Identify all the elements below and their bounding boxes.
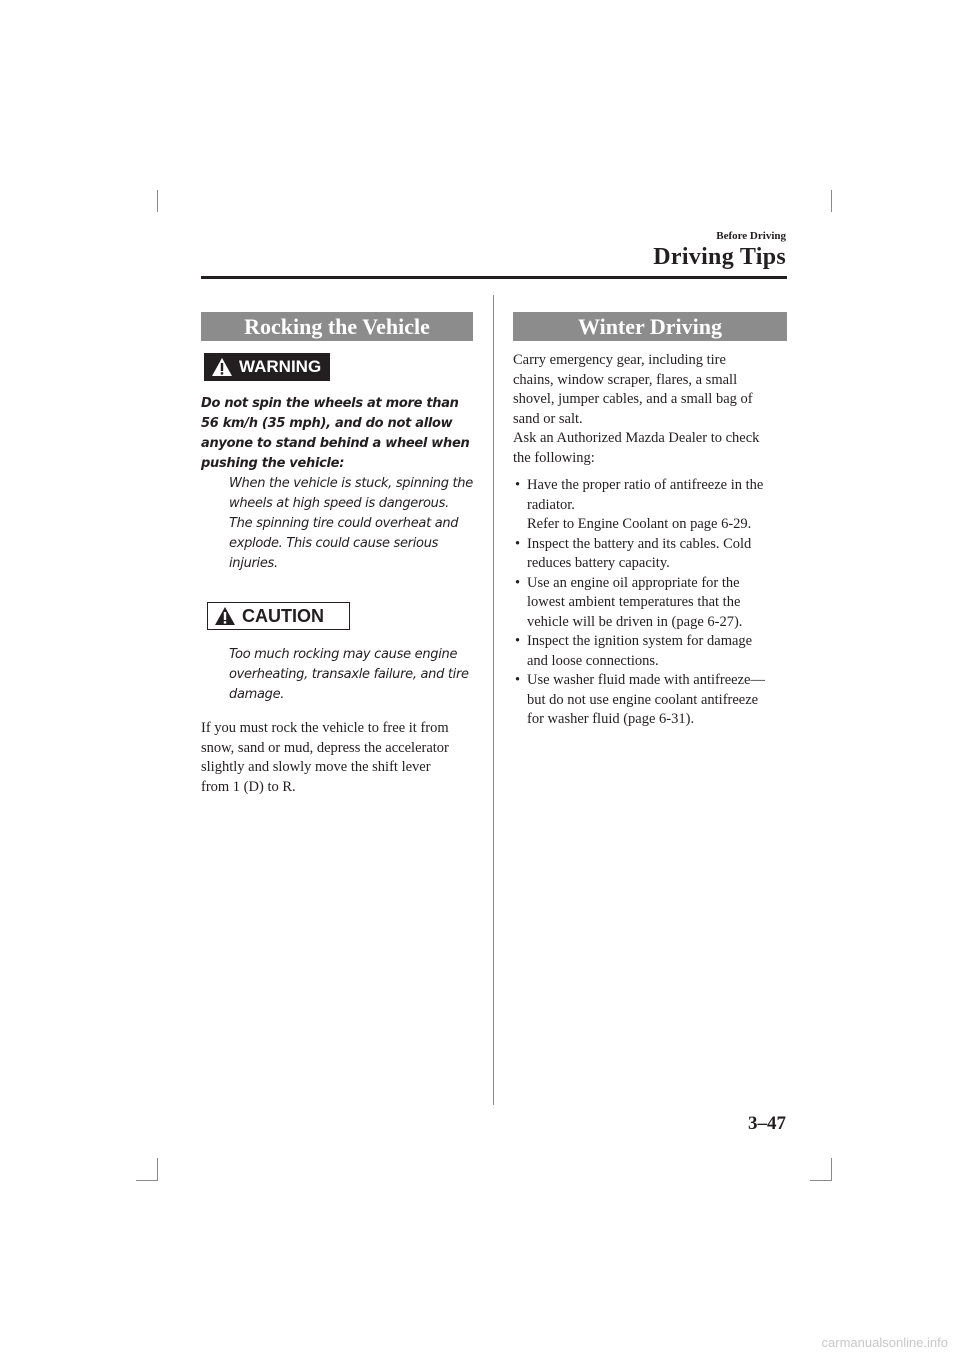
crop-mark [831, 190, 832, 212]
list-item-line: vehicle will be driven in (page 6-27). [527, 613, 743, 630]
warning-detail [229, 474, 473, 574]
crop-mark [810, 1180, 832, 1181]
page-number: 3–47 [748, 1113, 786, 1134]
winter-checklist [513, 476, 787, 730]
intro-line: sand or salt. [513, 410, 583, 427]
watermark-link[interactable]: carmanualsonline.info [821, 1335, 948, 1350]
header-section-label: Before Driving [716, 230, 786, 242]
list-item-line: and loose connections. [527, 652, 659, 669]
header-rule [201, 276, 787, 279]
crop-mark [831, 1158, 832, 1180]
intro-line: shovel, jumper cables, and a small bag of [513, 391, 753, 407]
body-line: from 1 (D) to R. [201, 778, 296, 795]
list-item-line: Use washer fluid made with antifreeze— [527, 672, 765, 688]
list-item-line: reduces battery capacity. [527, 555, 670, 571]
caution-text [229, 645, 473, 705]
bullet-icon: • [515, 535, 521, 552]
crop-mark [136, 1180, 158, 1181]
caution-badge [207, 602, 350, 630]
bullet-icon: • [515, 633, 521, 649]
list-item-line: Have the proper ratio of antifreeze in the [527, 477, 764, 493]
warning-statement [201, 394, 473, 474]
list-item [513, 535, 787, 574]
list-item-line: Inspect the ignition system for damage [527, 633, 753, 649]
warning-line: 56 km/h (35 mph), and do not allow [201, 416, 453, 431]
warning-detail-line: explode. This could cause serious [229, 536, 439, 551]
right-column [513, 312, 787, 730]
warning-line: Do not spin the wheels at more than [201, 396, 459, 411]
warning-badge [204, 353, 330, 381]
caution-line: overheating, transaxle failure, and tire [229, 667, 469, 682]
body-line: If you must rock the vehicle to free it from [201, 720, 449, 736]
warning-detail-line: wheels at high speed is dangerous. [229, 496, 449, 511]
rocking-instructions [201, 719, 473, 797]
list-item [513, 671, 787, 730]
intro-line: chains, window scraper, flares, a small [513, 371, 738, 388]
column-divider [493, 295, 494, 1105]
list-item-line: for washer fluid (page 6-31). [527, 711, 695, 727]
intro-line: the following: [513, 449, 595, 466]
caution-label: CAUTION [242, 605, 324, 626]
warning-detail-line: When the vehicle is stuck, spinning the [229, 476, 473, 491]
intro-line: Ask an Authorized Mazda Dealer to check [513, 430, 760, 446]
warning-line: anyone to stand behind a wheel when [201, 436, 470, 451]
bullet-icon: • [515, 477, 521, 493]
warning-label: WARNING [239, 357, 322, 376]
list-item [513, 574, 787, 633]
left-column [201, 312, 473, 797]
list-item-line: lowest ambient temperatures that the [527, 594, 741, 610]
caution-line: Too much rocking may cause engine [229, 647, 458, 662]
section-heading-winter: Winter Driving [513, 312, 787, 341]
section-heading-rocking: Rocking the Vehicle [201, 312, 473, 341]
list-item [513, 632, 787, 671]
list-item-line: radiator. [527, 496, 575, 513]
bullet-icon: • [515, 672, 521, 688]
body-line: slightly and slowly move the shift lever [201, 759, 431, 775]
list-item [513, 476, 787, 535]
list-item-line: Refer to Engine Coolant on page 6-29. [527, 516, 752, 532]
list-item-line: Use an engine oil appropriate for the [527, 574, 740, 591]
list-item-line: Inspect the battery and its cables. Cold [527, 535, 752, 552]
intro-line: Carry emergency gear, including tire [513, 352, 726, 368]
warning-detail-line: injuries. [229, 556, 278, 571]
bullet-icon: • [515, 574, 521, 591]
warning-icon [211, 357, 233, 377]
page-title: Driving Tips [653, 244, 786, 270]
caution-icon [214, 606, 236, 626]
caution-line: damage. [229, 687, 285, 702]
winter-intro [513, 351, 787, 468]
crop-mark [157, 190, 158, 212]
warning-line: pushing the vehicle: [201, 456, 345, 471]
warning-detail-line: The spinning tire could overheat and [229, 516, 459, 531]
list-item-line: but do not use engine coolant antifreeze [527, 691, 759, 708]
body-line: snow, sand or mud, depress the accelerator [201, 739, 449, 756]
crop-mark [157, 1158, 158, 1180]
